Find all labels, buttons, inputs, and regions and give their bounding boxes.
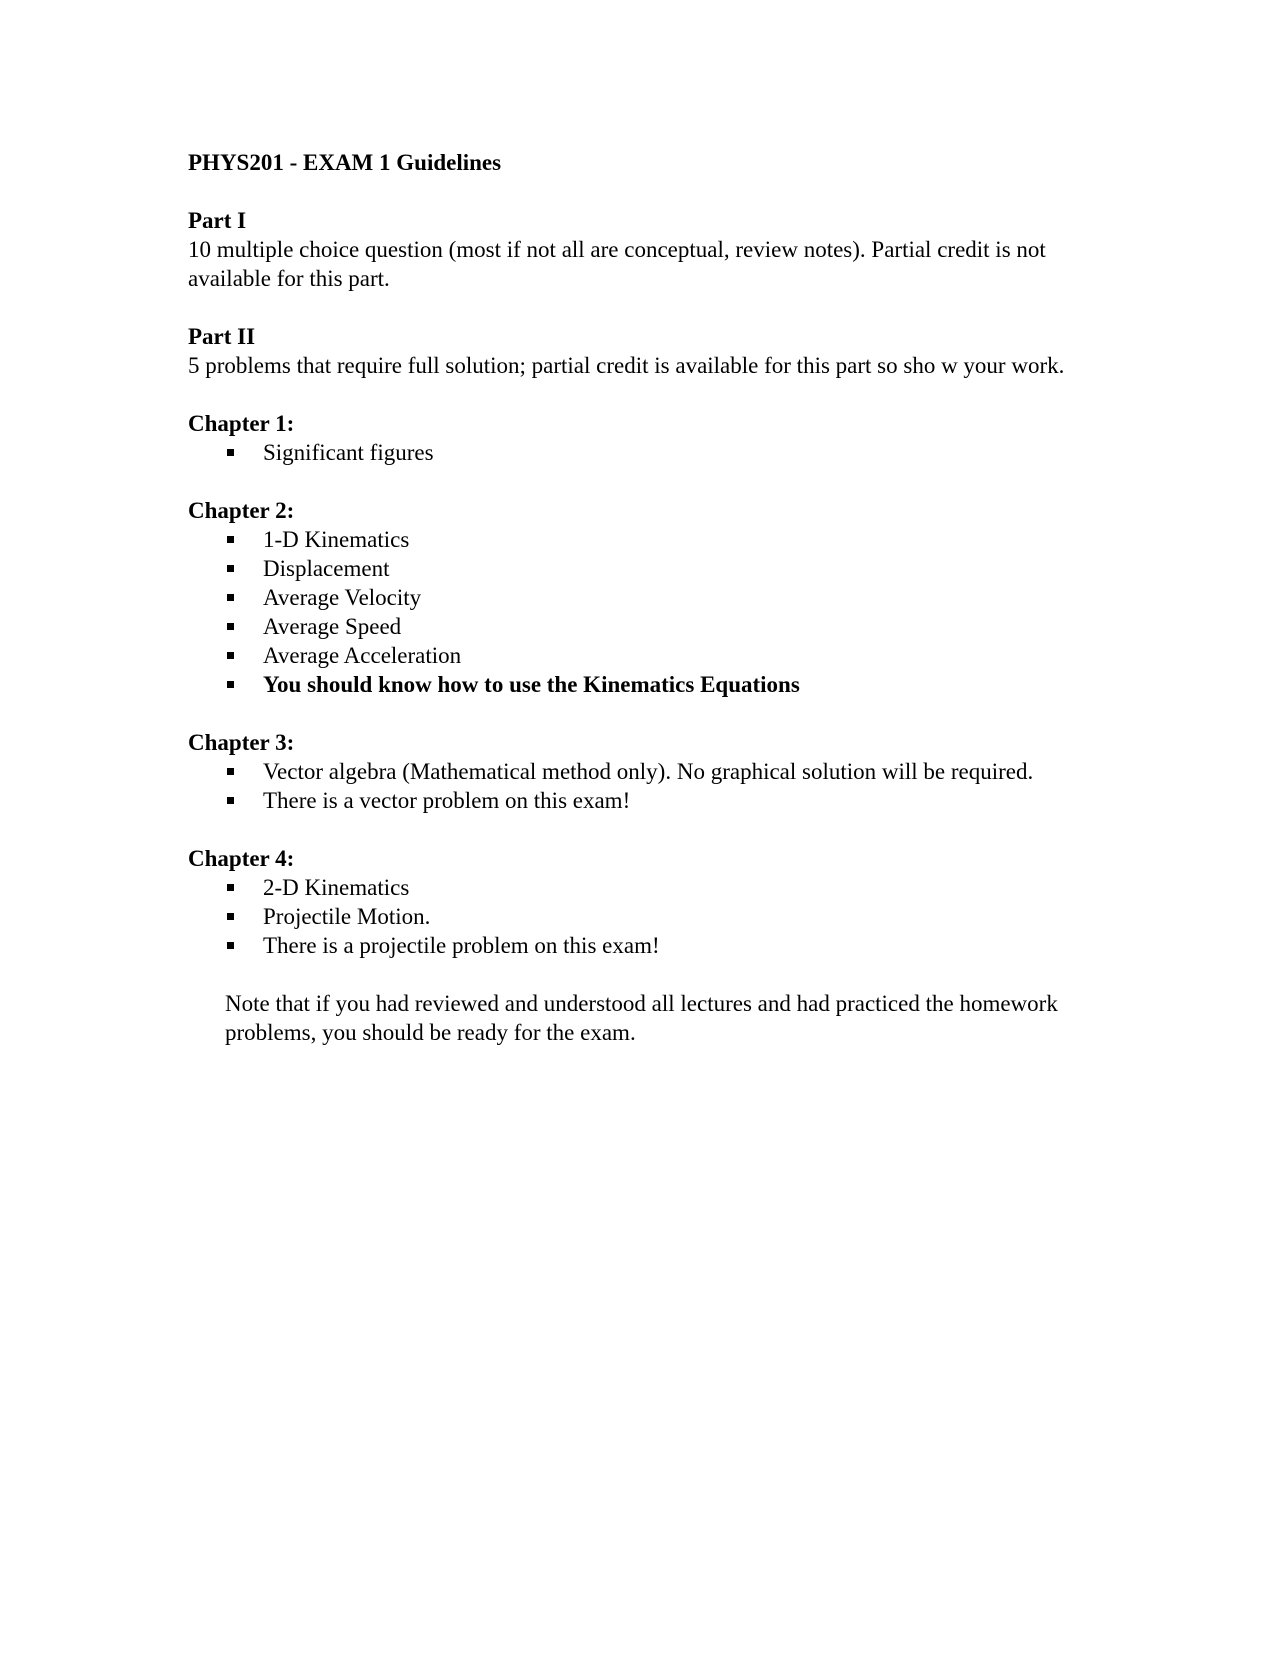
list-item — [188, 931, 1088, 960]
square-bullet-icon — [227, 884, 234, 891]
square-bullet-icon — [227, 797, 234, 804]
square-bullet-icon — [227, 652, 234, 659]
list-item-text: 1-D Kinematics — [263, 527, 410, 552]
square-bullet-icon — [227, 536, 234, 543]
list-item-text: Projectile Motion. — [263, 904, 431, 929]
chapter-1-heading: Chapter 1: — [188, 411, 295, 436]
chapter-4-section — [188, 844, 1088, 960]
chapter-3-section — [188, 728, 1088, 815]
chapter-2-heading: Chapter 2: — [188, 498, 295, 523]
part-1-section — [188, 206, 1088, 293]
square-bullet-icon — [227, 449, 234, 456]
chapter-3-list — [188, 757, 1088, 815]
list-item-text: There is a vector problem on this exam! — [263, 788, 631, 813]
list-item — [188, 902, 1088, 931]
chapter-3-heading: Chapter 3: — [188, 730, 295, 755]
square-bullet-icon — [227, 768, 234, 775]
part-1-heading: Part I — [188, 208, 247, 233]
list-item — [188, 583, 1088, 612]
list-item — [188, 641, 1088, 670]
square-bullet-icon — [227, 565, 234, 572]
list-item-text: Average Velocity — [263, 585, 422, 610]
list-item-text: Average Speed — [263, 614, 402, 639]
part-2-text: 5 problems that require full solution; partial credit is available for this part so sho w your work. — [188, 353, 1065, 378]
list-item — [188, 554, 1088, 583]
list-item — [188, 786, 1088, 815]
chapter-4-list — [188, 873, 1088, 960]
part-2-section — [188, 322, 1088, 380]
square-bullet-icon — [227, 594, 234, 601]
square-bullet-icon — [227, 681, 234, 688]
square-bullet-icon — [227, 623, 234, 630]
document-page — [188, 148, 1088, 1047]
list-item-text: Average Acceleration — [263, 643, 462, 668]
chapter-1-list — [188, 438, 1088, 467]
square-bullet-icon — [227, 942, 234, 949]
closing-note: Note that if you had reviewed and understood all lectures and had practiced the homework problems, you should be ready for the exam. — [225, 991, 1058, 1045]
chapter-2-section — [188, 496, 1088, 699]
list-item-text: There is a projectile problem on this exam! — [263, 933, 660, 958]
list-item — [188, 438, 1088, 467]
list-item — [188, 612, 1088, 641]
list-item — [188, 670, 1088, 699]
square-bullet-icon — [227, 913, 234, 920]
list-item-text: Displacement — [263, 556, 390, 581]
document-title: PHYS201 - EXAM 1 Guidelines — [188, 150, 502, 175]
list-item — [188, 757, 1088, 786]
chapter-4-heading: Chapter 4: — [188, 846, 295, 871]
list-item — [188, 525, 1088, 554]
list-item-text: 2-D Kinematics — [263, 875, 410, 900]
chapter-1-section — [188, 409, 1088, 467]
part-2-heading: Part II — [188, 324, 256, 349]
chapter-2-list — [188, 525, 1088, 699]
list-item — [188, 873, 1088, 902]
list-item-text: Vector algebra (Mathematical method only). No graphical solution will be required. — [263, 759, 1034, 784]
part-1-text: 10 multiple choice question (most if not all are conceptual, review notes). Partial credit is not available for this part. — [188, 237, 1046, 291]
list-item-text: Significant figures — [263, 440, 434, 465]
list-item-text: You should know how to use the Kinematics Equations — [263, 672, 800, 697]
